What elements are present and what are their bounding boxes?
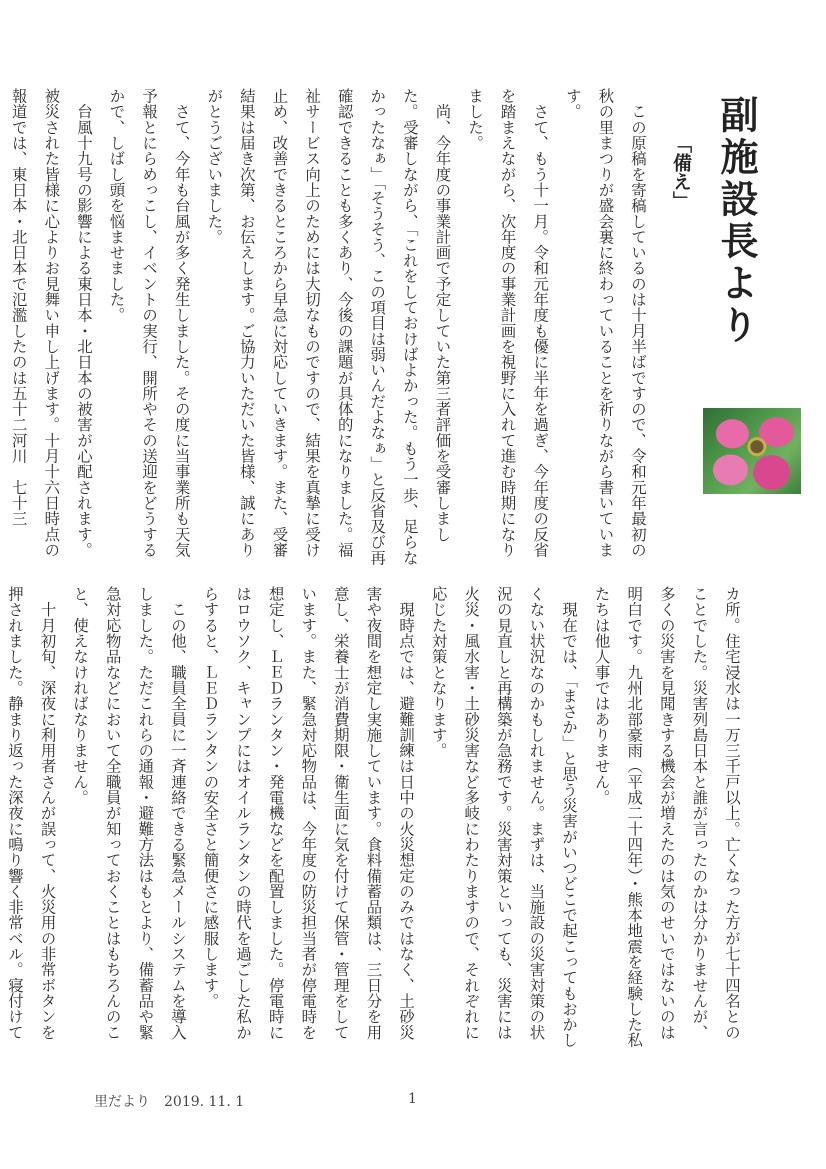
newsletter-name-date: 里だより 2019. 11. 1 — [94, 1094, 245, 1110]
top-column — [9, 88, 654, 568]
paragraph: 尚、今年度の事業計画で予定していた第三者評価を受審しました。受審しながら、「これをしておけばよかった。もう一歩、足らなかったなぁ」「そうそう、この項目は弱いんだよなぁ」と反省及び再確認できることも多くあり、今後の課題が具体的になりました。福祉サービス向上のためには大切なものですので、結果を真摯に受け止め、改善できるところから早急に対応していきます。また、受審結果は届き次第、お伝えします。ご協力いただいた皆様、誠にありがとうございました。 — [205, 88, 452, 566]
page-title: 副施設長より — [714, 95, 759, 347]
paragraph: 現在では、「まさか」と思う災害がいつどこで起こってもおかしくない状況なのかもしれません。まずは、当施設の災害対策の状況の見直しと再構築が急務です。災害対策といっても、災害には火災・風水害・土砂災害など多岐にわたりますので、それぞれに応じた対策となります。 — [429, 586, 579, 1048]
paragraph: さて、もう十一月。令和元年度も優に半年を過ぎ、今年度の反省を踏まえながら、次年度の事業計画を視野に入れて進む時期になりました。 — [466, 88, 550, 558]
bottom-column — [5, 586, 748, 1048]
article-subtitle: 「備え」 — [670, 134, 692, 210]
paragraph: 台風十九号の影響による東日本・北日本の被害が心配されます。被災された皆様に心よりお見舞い申し上げます。十月十六日時点の報道では、東日本・北日本で氾濫したのは五十二河川 七十三 — [9, 88, 93, 558]
paragraph: 現時点では、避難訓練は日中の火災想定のみではなく、土砂災害や夜間を想定し実施しています。食料備蓄品類は、三日分を用意し、栄養士が消費期限・衛生面に気を付けて保管・管理をしています。また、緊急対応物品は、今年度の防災担当者が停電時を想定し、ＬＥＤランタン・発電機などを配置しました。停電時にはロウソク、キャンプにはオイルランタンの時代を過ごした私からすると、ＬＥＤランタンの安全さと簡便さに感服します。 — [201, 586, 416, 1040]
paragraph: カ所。住宅浸水は一万三千戸以上。亡くなった方が七十四名とのことでした。災害列島日本と誰が言ったのかは分かりませんが、多くの災害を見聞きする機会が増えたのは気のせいではないのは明白です。九州北部豪雨（平成二十四年）・熊本地震を経験した私たちは他人事ではありません。 — [592, 586, 741, 1048]
paragraph: この他、職員全員に一斉連絡できる緊急メールシステムを導入しました。ただこれらの通報・避難方法はもとより、備蓄品や緊急対応物品などにおいて全職員が知っておくことはもちろんのこと、使えなければなりません。 — [71, 586, 187, 1040]
paragraph: この原稿を寄稿しているのは十月半ばですので、令和元年最初の秋の里まつりが盛会裏に終わっていることを祈りながら書いています。 — [563, 88, 647, 558]
cosmos-flower-photo — [703, 408, 801, 494]
page-number: 1 — [408, 1091, 417, 1107]
paragraph: 十月初旬、深夜に利用者さんが誤って、火災用の非常ボタンを押されました。静まり返った深夜に鳴り響く非常ベル。寝付けて — [5, 586, 57, 1040]
paragraph: さて、今年も台風が多く発生しました。その度に当事業所も天気予報とにらめっこし、イベントの実行、開所やその送迎をどうするかで、しばし頭を悩ませました。 — [107, 88, 191, 558]
